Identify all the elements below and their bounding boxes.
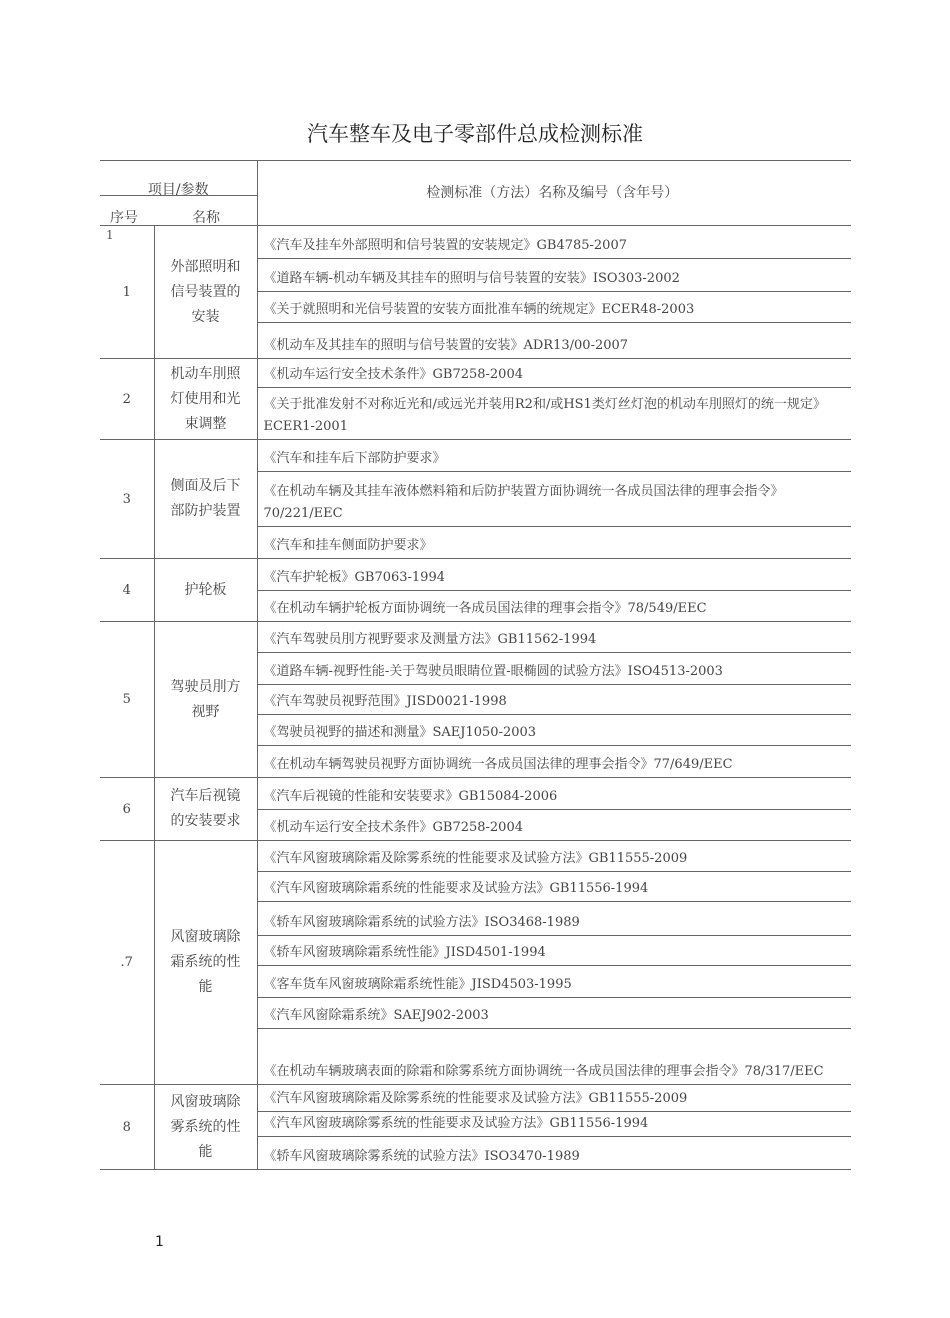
standard-entry: 《汽车和挂车后下部防护要求》: [257, 440, 851, 472]
table-row: [100, 622, 851, 653]
standard-entry: 《关于就照明和光信号装置的安装方面批准车辆的统规定》ECER48-2003: [257, 292, 851, 323]
standard-entry: 《汽车和挂车侧面防护要求》: [257, 527, 851, 559]
page-title: 汽车整车及电子零部件总成检测标准: [307, 122, 643, 146]
header-seq: 序号: [110, 210, 138, 226]
standard-entry: 《在机动车辆玻璃表面的除霜和除雾系统方面协调统一各成员国法律的理事会指令》78/317/EEC: [257, 1029, 851, 1085]
table-row: [100, 1085, 851, 1112]
item-number: [100, 622, 154, 778]
standard-entry: 《汽车驾驶员视野范围》JISD0021-1998: [257, 685, 851, 715]
standard-entry: 《汽车风窗玻璃除霜及除雾系统的性能要求及试验方法》GB11555-2009: [257, 841, 851, 872]
item-number-text: 2: [122, 391, 131, 407]
standard-entry: 《道路车辆-机动车辆及其挂车的照明与信号装置的安装》ISO303-2002: [257, 259, 851, 292]
standard-entry: 《轿车风窗玻璃除霜系统性能》JISD4501-1994: [257, 936, 851, 966]
item-name-text: 机动车刖照灯使用和光束调整: [170, 365, 241, 432]
header-project-cell: [100, 161, 257, 226]
table-row: [100, 440, 851, 472]
standard-entry: 《汽车驾驶员刖方视野要求及测量方法》GB11562-1994: [257, 622, 851, 653]
item-name: [154, 359, 257, 440]
item-number: [100, 841, 154, 1085]
item-number-text: 5: [122, 692, 131, 707]
table-row: [100, 778, 851, 810]
row-mark: 1: [106, 228, 114, 242]
table-row: [100, 559, 851, 591]
standard-entry: 《汽车风窗玻璃除雾系统的性能要求及试验方法》GB11556-1994: [257, 1112, 851, 1137]
item-name: [154, 559, 257, 622]
table-row: [100, 841, 851, 872]
item-number: [100, 559, 154, 622]
item-name-text: 侧面及后下部防护装置: [170, 478, 241, 519]
standards-table: [100, 160, 851, 1170]
item-name: [154, 841, 257, 1085]
page-number: 1: [155, 1234, 164, 1250]
standard-entry: 《道路车辆-视野性能-关于驾驶员眼睛位置-眼椭圆的试验方法》ISO4513-2003: [257, 653, 851, 685]
item-number-text: 4: [122, 582, 131, 598]
item-number-text: 1: [122, 284, 131, 300]
item-name: [154, 1085, 257, 1170]
item-name: [154, 440, 257, 559]
header-standard: 检测标准（方法）名称及编号（含年号）: [257, 161, 851, 226]
standard-entry: 《汽车后视镜的性能和安装要求》GB15084-2006: [257, 778, 851, 810]
standard-entry: 《汽车风窗玻璃除霜系统的性能要求及试验方法》GB11556-1994: [257, 872, 851, 902]
standard-entry: 《汽车及挂车外部照明和信号装置的安装规定》GB4785-2007: [257, 226, 851, 259]
item-name-text: 风窗玻璃除霜系统的性能: [170, 929, 241, 995]
item-number: [100, 778, 154, 841]
item-name: [154, 226, 257, 359]
item-number-text: 3: [122, 491, 131, 507]
standard-entry: 《汽车风窗玻璃除霜及除雾系统的性能要求及试验方法》GB11555-2009: [257, 1085, 851, 1112]
standard-entry: 《驾驶员视野的描述和测量》SAEJ1050-2003: [257, 715, 851, 746]
standard-entry: 《在机动车辆及其挂车液体燃料箱和后防护装置方面协调统一各成员国法律的理事会指令》70/221/EEC: [257, 472, 851, 527]
table-row: [100, 226, 851, 259]
item-name-text: 风窗玻璃除雾系统的性能: [170, 1093, 241, 1160]
item-name-text: 驾驶员刖方视野: [170, 678, 241, 720]
header-project-param: 项目/参数: [147, 182, 209, 198]
standard-entry: 《汽车护轮板》GB7063-1994: [257, 559, 851, 591]
item-number: [100, 1085, 154, 1170]
item-name: [154, 622, 257, 778]
item-name: [154, 778, 257, 841]
standard-entry: 《在机动车辆护轮板方面协调统一各成员国法律的理事会指令》78/549/EEC: [257, 591, 851, 622]
item-number: [100, 440, 154, 559]
item-name-text: 汽车后视镜的安装要求: [170, 788, 241, 829]
standard-entry: 《客车货车风窗玻璃除霜系统性能》JISD4503-1995: [257, 966, 851, 998]
header-name: 名称: [192, 210, 220, 226]
standard-entry: 《轿车风窗玻璃除雾系统的试验方法》ISO3470-1989: [257, 1137, 851, 1170]
item-name-text: 外部照明和信号装置的安装: [170, 258, 241, 325]
standard-entry: 《机动车运行安全技术条件》GB7258-2004: [257, 810, 851, 841]
standard-entry: 《机动车运行安全技术条件》GB7258-2004: [257, 359, 851, 388]
item-name-text: 护轮板: [184, 581, 227, 598]
item-number: [100, 359, 154, 440]
item-number-text: .7: [120, 955, 133, 970]
table-row: [100, 359, 851, 388]
standard-entry: 《关于批准发射不对称近光和/或远光并装用R2和/或HS1类灯丝灯泡的机动车刖照灯的统一规定》ECER1-2001: [257, 388, 851, 440]
standard-entry: 《轿车风窗玻璃除霜系统的试验方法》ISO3468-1989: [257, 902, 851, 936]
standard-entry: 《机动车及其挂车的照明与信号装置的安装》ADR13/00-2007: [257, 323, 851, 359]
header-row: [100, 161, 851, 226]
item-number: [100, 226, 154, 359]
item-number-text: 6: [122, 801, 131, 817]
item-number-text: 8: [122, 1119, 131, 1135]
standard-entry: 《在机动车辆驾驶员视野方面协调统一各成员国法律的理事会指令》77/649/EEC: [257, 746, 851, 778]
standard-entry: 《汽车风窗除霜系统》SAEJ902-2003: [257, 998, 851, 1029]
